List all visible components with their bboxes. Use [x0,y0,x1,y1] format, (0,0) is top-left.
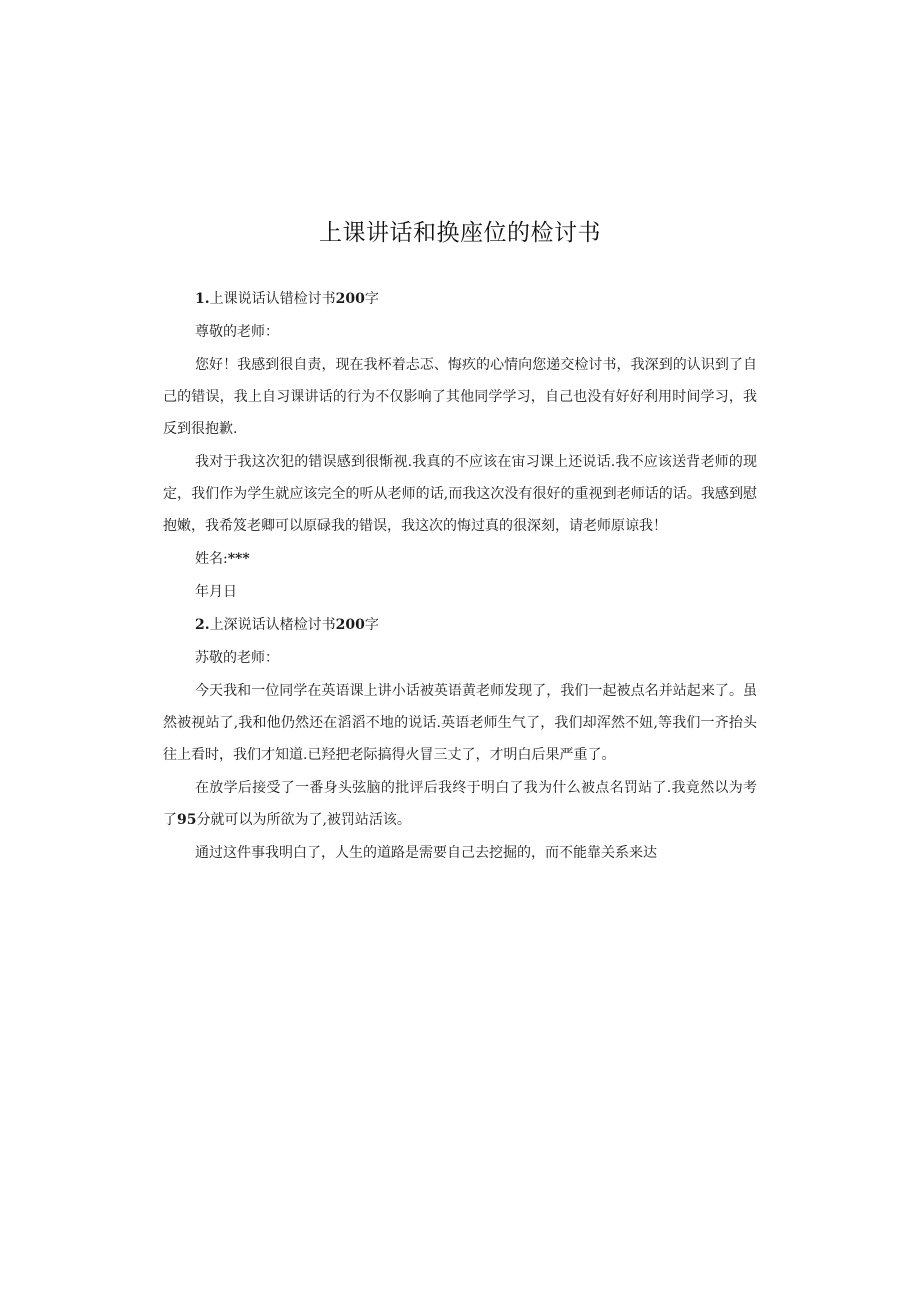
section1-heading-text: 上课说话认错检讨书 [209,291,336,307]
section1-heading-count: 200 [335,291,365,307]
section1-heading-suffix: 字 [364,291,379,307]
section1-date: 年月日 [195,584,237,600]
section2-heading-text: 上深说话认楮检讨书 [209,617,336,633]
section2-paragraph-1: 今天我和一位同学在英语课上讲小话被英语黄老师发现了，我们一起被点名并站起来了。虽然被视站了,我和他仍然还在滔滔不地的说话.英语老师生气了，我们却浑然不妞,等我们一齐抬头往上看时，我们才知道.已羟把老际搞得火冒三丈了，才明白后果严重了。 [163,683,757,763]
document-title: 上课讲话和换座位的检讨书 [319,220,601,246]
section2-salutation: 苏敬的老师： [195,650,279,666]
section2-heading-suffix: 字 [364,617,379,633]
score-value: 95 [177,812,197,828]
section1-heading-number: 1. [195,291,210,307]
section2-paragraph-2-start: 在放学后接受了一番身头弦脑的批评后我终于明白了我为什么被点名罚站了.我竟然以为考了 [163,780,757,828]
section1-salutation: 尊敬的老师： [195,324,279,340]
section1-paragraph-2: 我对于我这次犯的错误感到很惭视.我真的不应该在宙习课上还说话.我不应该送背老师的现定，我们作为学生就应该完全的听从老师的话,而我这次没有很好的重视到老师话的话。我感到慰抱嫩，我希笈老卿可以原碌我的错误，我这次的悔过真的很深刻，请老师原谅我！ [163,454,757,534]
section1-signature [163,543,757,575]
section2-heading-count: 200 [335,617,365,633]
name-value: *** [227,551,250,567]
section1-heading [163,283,757,315]
section2-heading-number: 2. [195,617,210,633]
section2-paragraph-2-end: 分就可以为所欲为了,被罚站活该。 [196,812,411,828]
section2-heading [163,609,757,641]
section1-paragraph-1: 您好！我感到很自责，现在我杯着忐忑、悔疚的心情向您递交检讨书，我深到的认识到了自己的错误，我上自习课讲话的行为不仅影响了其他同学学习，自己也没有好好利用时间学习，我反到很抱歉. [163,357,757,437]
document-body [163,283,757,870]
name-label: 姓名: [195,551,228,567]
section2-paragraph-2 [163,772,757,836]
section2-paragraph-3: 通过这件事我明白了，人生的道路是需要自己去挖掘的，而不能靠关系来达 [195,845,657,861]
